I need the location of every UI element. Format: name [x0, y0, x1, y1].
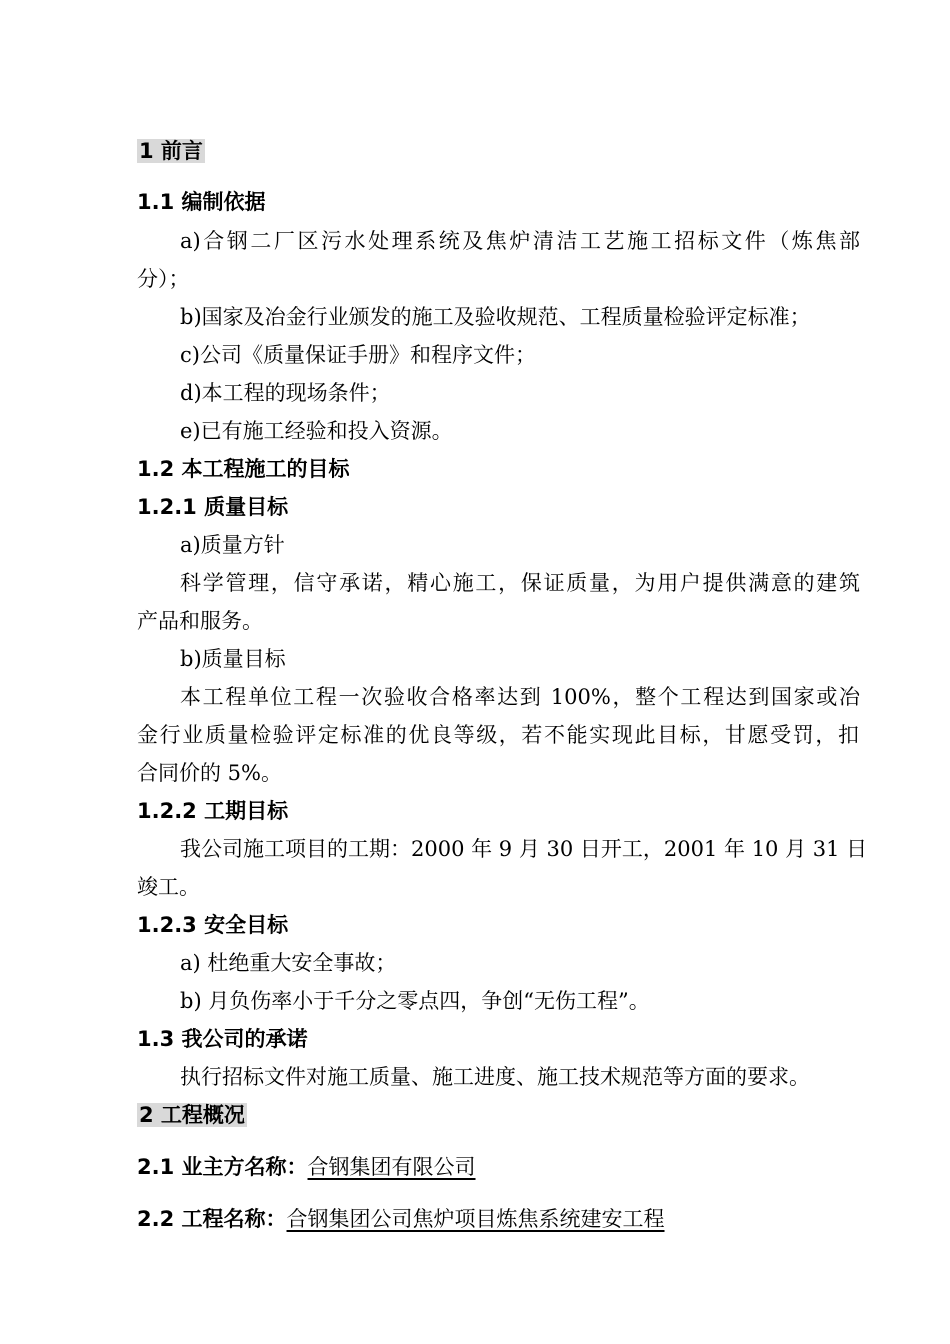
section-1-3-heading: 1.3 我公司的承诺 [137, 1027, 308, 1051]
safety-item-a: a) 杜绝重大安全事故； [180, 951, 397, 975]
section-1-heading [137, 138, 859, 164]
basis-item-a-line1: a)合钢二厂区污水处理系统及焦炉清洁工艺施工招标文件（炼焦部 [180, 229, 860, 253]
section-1-2-heading: 1.2 本工程施工的目标 [137, 457, 350, 481]
basis-item-b: b)国家及冶金行业颁发的施工及验收规范、工程质量检验评定标准； [180, 305, 811, 329]
quality-policy-line1: 科学管理，信守承诺，精心施工，保证质量，为用户提供满意的建筑 [180, 571, 860, 595]
basis-item-c: c)公司《质量保证手册》和程序文件； [180, 343, 536, 367]
section-1-2-3-heading: 1.2.3 安全目标 [137, 913, 289, 937]
basis-item-d: d)本工程的现场条件； [180, 381, 391, 405]
commitment-line1: 执行招标文件对施工质量、施工进度、施工技术规范等方面的要求。 [180, 1065, 810, 1089]
quality-policy-line2: 产品和服务。 [137, 609, 263, 633]
quality-goal-label: b)质量目标 [180, 647, 286, 671]
project-name-value: 合钢集团公司焦炉项目炼焦系统建安工程 [286, 1207, 665, 1231]
owner-name-value: 合钢集团有限公司 [307, 1155, 476, 1179]
quality-goal-line3: 合同价的 5%。 [137, 761, 282, 785]
schedule-line1: 我公司施工项目的工期：2000 年 9 月 30 日开工，2001 年 10 月 31 日 [180, 837, 868, 861]
basis-item-a-line2: 分）； [137, 267, 190, 291]
owner-name-row [137, 1154, 859, 1180]
quality-policy-label: a)质量方针 [180, 533, 285, 557]
project-name-label: 2.2 工程名称： [137, 1207, 287, 1231]
safety-item-b: b) 月负伤率小于千分之零点四，争创“无伤工程”。 [180, 989, 650, 1013]
section-1-1-heading: 1.1 编制依据 [137, 190, 266, 214]
owner-name-label: 2.1 业主方名称： [137, 1155, 308, 1179]
basis-item-e: e)已有施工经验和投入资源。 [180, 419, 453, 443]
section-1-2-1-heading: 1.2.1 质量目标 [137, 495, 289, 519]
section-2-heading-text: 2 工程概况 [139, 1103, 245, 1127]
quality-goal-line1: 本工程单位工程一次验收合格率达到 100%，整个工程达到国家或冶 [180, 685, 860, 709]
quality-goal-line2: 金行业质量检验评定标准的优良等级，若不能实现此目标，甘愿受罚，扣 [137, 723, 859, 747]
section-1-heading-text: 1 前言 [139, 139, 203, 163]
project-name-row [137, 1206, 859, 1232]
section-2-heading [137, 1102, 859, 1128]
schedule-line2: 竣工。 [137, 875, 200, 899]
section-1-2-2-heading: 1.2.2 工期目标 [137, 799, 289, 823]
